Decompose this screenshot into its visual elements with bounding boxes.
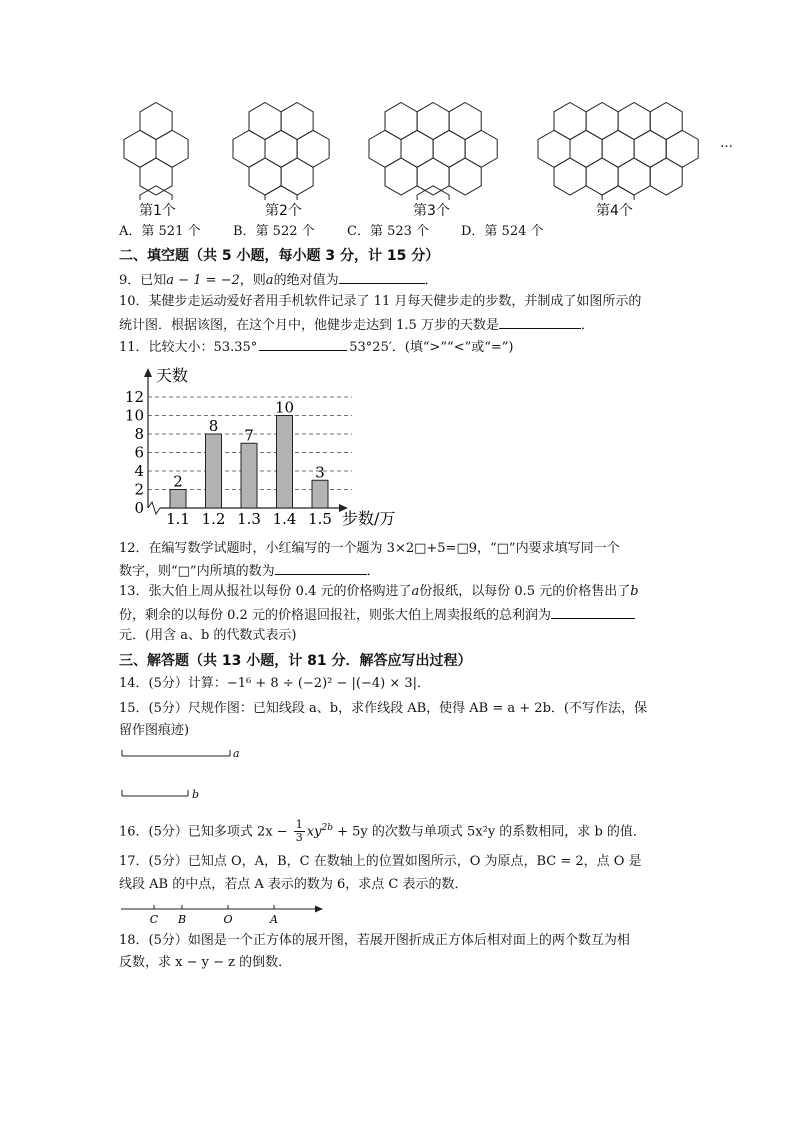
question-14: 14．(5分）计算：−1⁶ + 8 ÷ (−2)² − |(−4) × 3|． bbox=[119, 676, 431, 691]
answer-blank-10[interactable] bbox=[499, 315, 581, 329]
figure-label-4: 第4个 bbox=[596, 203, 633, 219]
question-17-line-1: 17．(5分）已知点 O，A，B，C 在数轴上的位置如图所示，O 为原点，BC = 2，点 O 是 bbox=[119, 854, 642, 869]
x-tick-label: 1.1 bbox=[166, 510, 190, 528]
y-axis-arrow-icon bbox=[144, 368, 152, 377]
question-16: 16．(5分）已知多项式 2x − $\frac{1}{3}$ $xy^{2b} + 5y$ 的次数与单项式 5x²y 的系数相同，求 b 的值． bbox=[119, 818, 646, 845]
question-17-line-2: 线段 AB 的中点，若点 A 表示的数为 6，求点 C 表示的数． bbox=[119, 877, 468, 892]
section-3-heading: 三、解答题（共 13 小题，计 81 分．解答应写出过程） bbox=[119, 653, 472, 669]
hexagon-cell bbox=[602, 186, 634, 200]
question-13-line-2: 份，剩余的以每份 0.2 元的价格退回报社，则张大伯上周卖报纸的总利润为 bbox=[119, 605, 635, 625]
hexagon-cell bbox=[417, 158, 449, 195]
question-11: 11．比较大小：53.35° 53°25′．(填“>”“<”或“=”) bbox=[119, 337, 514, 357]
hexagon-cell bbox=[233, 130, 265, 167]
hexagon-cell bbox=[140, 103, 172, 140]
number-line-arrow-icon bbox=[315, 906, 323, 913]
question-12-line-1: 12．在编写数学试题时，小红编写的一个题为 3×2□+5=□9，“□”内要求填写同一个 bbox=[119, 541, 620, 556]
axis-break-mark bbox=[148, 502, 160, 514]
bar bbox=[277, 416, 293, 509]
hexagon-cell bbox=[538, 130, 570, 167]
question-10-line-2: 统计图．根据该图，在这个月中，他健步走达到 1.5 万步的天数是 ． bbox=[119, 315, 594, 335]
hexagon-cell bbox=[586, 158, 618, 195]
hexagon-cell bbox=[449, 158, 481, 195]
hexagon-cell bbox=[140, 158, 172, 195]
figure-label-1: 第1个 bbox=[139, 203, 176, 219]
hexagon-cell bbox=[401, 130, 433, 167]
question-18-line-1: 18．(5分）如图是一个正方体的展开图，若展开图折成正方体后相对面上的两个数互为相 bbox=[119, 933, 630, 948]
data-label: 10 bbox=[274, 398, 295, 417]
hexagon-cell bbox=[369, 130, 401, 167]
segment-a-label: a bbox=[233, 747, 240, 760]
x-tick-label: 1.2 bbox=[201, 510, 226, 528]
y-tick-label: 12 bbox=[124, 388, 144, 406]
figure-label-2: 第2个 bbox=[265, 203, 302, 219]
answer-blank-13[interactable] bbox=[551, 605, 635, 619]
question-18-line-2: 反数，求 x − y − z 的倒数． bbox=[119, 955, 292, 970]
hexagon-cell bbox=[650, 158, 682, 195]
point-a-label: A bbox=[270, 913, 278, 926]
section-2-heading: 二、填空题（共 5 小题，每小题 3 分，计 15 分） bbox=[119, 248, 440, 264]
hexagon-cell bbox=[417, 103, 449, 140]
answer-blank-12[interactable] bbox=[275, 561, 367, 575]
y-tick-label: 2 bbox=[134, 480, 144, 499]
hexagon-cell bbox=[281, 158, 313, 195]
question-13-line-3: 元．(用含 a、b 的代数式表示) bbox=[119, 628, 297, 643]
question-10-line-1: 10．某健步走运动爱好者用手机软件记录了 11 月每天健步走的步数，并制成了如图所示的 bbox=[119, 294, 642, 309]
hexagon-cell bbox=[602, 130, 634, 167]
x-tick-label: 1.4 bbox=[272, 510, 297, 528]
hexagon-cell bbox=[570, 130, 602, 167]
answer-blank-11[interactable] bbox=[259, 337, 347, 351]
hexagon-cell bbox=[586, 103, 618, 140]
point-b-label: B bbox=[177, 913, 187, 926]
hexagon-cell bbox=[297, 130, 329, 167]
hexagon-cell bbox=[124, 130, 156, 167]
question-9: 9．已知a − 1 = −2，则a的绝对值为 ． bbox=[119, 270, 438, 290]
question-15-line-2: 留作图痕迹) bbox=[119, 723, 190, 738]
hexagon-cell bbox=[465, 130, 497, 167]
answer-blank-9[interactable] bbox=[339, 270, 425, 284]
hexagon-figures bbox=[115, 95, 775, 200]
hexagon-cell bbox=[385, 158, 417, 195]
x-tick-label: 1.5 bbox=[308, 510, 332, 528]
question-13-line-1: 13．张大伯上周从报社以每份 0.4 元的价格购进了a份报纸，以每份 0.5 元的价格售出了b bbox=[119, 584, 639, 599]
x-tick-label: 1.3 bbox=[237, 510, 261, 528]
hexagon-cell bbox=[554, 158, 586, 195]
hexagon-cell bbox=[666, 130, 698, 167]
option-d: D．第 524 个 bbox=[461, 224, 544, 239]
hexagon-cell bbox=[140, 186, 172, 200]
y-tick-label: 6 bbox=[134, 443, 144, 462]
bar bbox=[312, 480, 328, 508]
hexagon-cell bbox=[433, 130, 465, 167]
hexagon-cell bbox=[385, 103, 417, 140]
figure-label-3: 第3个 bbox=[413, 203, 450, 219]
hexagon-cell bbox=[156, 130, 188, 167]
bar bbox=[241, 443, 257, 508]
data-label: 8 bbox=[208, 417, 219, 435]
question-15-line-1: 15．(5分）尺规作图：已知线段 a、b，求作线段 AB，使得 AB = a + 2b．(不写作法，保 bbox=[119, 701, 647, 716]
hexagon-cell bbox=[249, 103, 281, 140]
hexagon-cell bbox=[265, 186, 297, 200]
hexagon-cell bbox=[618, 158, 650, 195]
hexagon-cell bbox=[265, 130, 297, 167]
hexagon-cell bbox=[449, 103, 481, 140]
segment-b-label: b bbox=[192, 788, 200, 801]
fraction-one-third: $\frac{1}{3}$ bbox=[295, 818, 303, 845]
question-12-line-2: 数字，则“□”内所填的数为 ． bbox=[119, 561, 380, 581]
hexagon-cell bbox=[249, 158, 281, 195]
bar bbox=[206, 434, 222, 508]
hexagon-cell bbox=[650, 103, 682, 140]
data-label: 7 bbox=[244, 426, 254, 445]
hexagon-cell bbox=[618, 103, 650, 140]
point-c-label: C bbox=[149, 913, 159, 926]
option-c: C．第 523 个 bbox=[347, 224, 430, 239]
y-tick-label: 8 bbox=[134, 425, 144, 443]
segment-a bbox=[120, 745, 250, 761]
data-label: 2 bbox=[173, 472, 183, 491]
hexagon-cell bbox=[417, 186, 449, 200]
hexagon-cell bbox=[634, 130, 666, 167]
ellipsis: … bbox=[720, 136, 733, 151]
option-b: B．第 522 个 bbox=[233, 224, 315, 239]
segment-b bbox=[120, 785, 200, 801]
point-o-label: O bbox=[223, 913, 233, 926]
y-tick-label: 0 bbox=[134, 499, 144, 517]
y-tick-label: 4 bbox=[134, 462, 144, 480]
bar bbox=[170, 490, 186, 509]
hexagon-cell bbox=[554, 103, 586, 140]
number-line bbox=[119, 900, 329, 928]
x-axis-label: 步数/万 bbox=[342, 509, 396, 528]
data-label: 3 bbox=[315, 463, 325, 482]
y-axis-label: 天数 bbox=[156, 366, 189, 385]
option-a: A．第 521 个 bbox=[119, 224, 201, 239]
bar-chart bbox=[112, 362, 412, 532]
y-tick-label: 10 bbox=[124, 406, 144, 425]
hexagon-cell bbox=[281, 103, 313, 140]
